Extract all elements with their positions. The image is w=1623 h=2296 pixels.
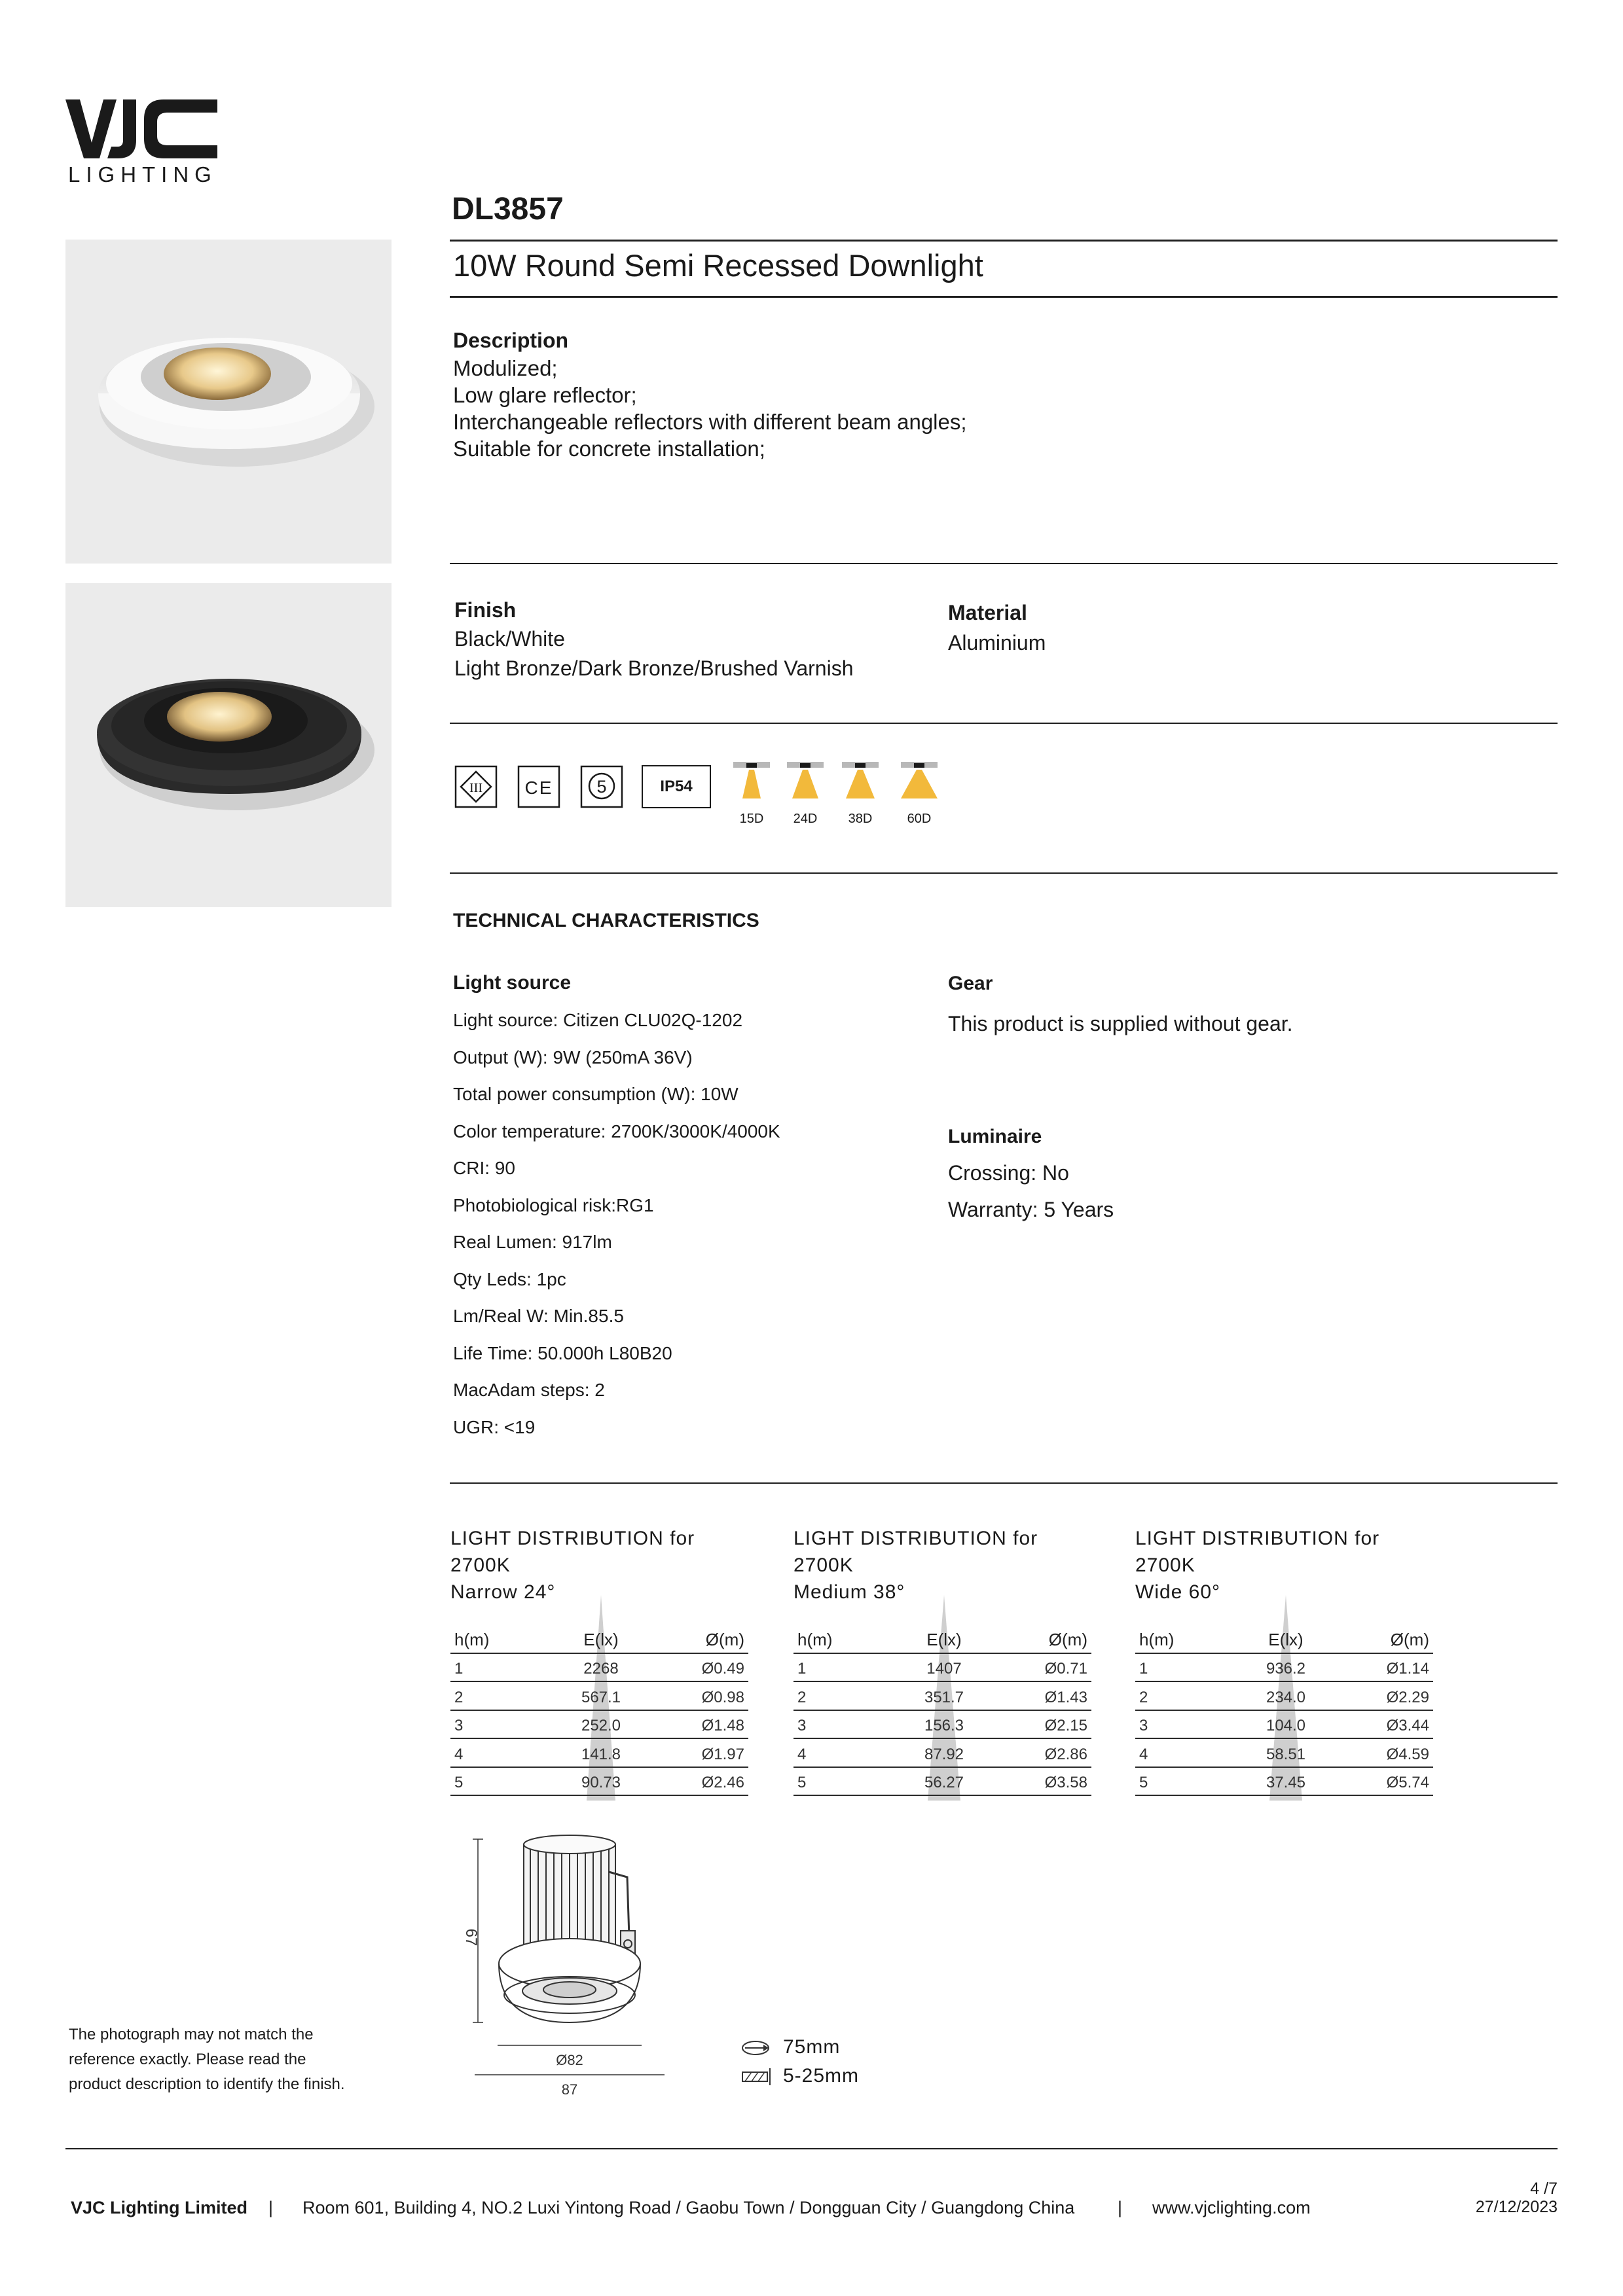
- table-row: [1135, 1711, 1433, 1740]
- header-cell: h(m): [1139, 1629, 1175, 1649]
- table-row: [450, 1654, 748, 1683]
- material-label: Material: [948, 601, 1027, 624]
- cell: 2268: [583, 1660, 619, 1677]
- footer-divider: [65, 2148, 1558, 2149]
- cell: Ø5.74: [1386, 1774, 1429, 1791]
- cell: Ø4.59: [1386, 1745, 1429, 1763]
- spec-item: CRI: 90: [453, 1158, 515, 1178]
- cell: Ø1.97: [701, 1745, 744, 1763]
- cell: 5: [454, 1774, 464, 1791]
- cell: 4: [454, 1745, 464, 1763]
- cell: 5: [797, 1774, 807, 1791]
- table-row: [1135, 1654, 1433, 1683]
- cell: 351.7: [924, 1688, 964, 1706]
- table-row: [793, 1739, 1091, 1768]
- footer-website-link[interactable]: www.vjclighting.com: [1152, 2198, 1311, 2217]
- description-line: Interchangeable reflectors with different beam angles;: [453, 410, 967, 434]
- divider: [450, 240, 1558, 242]
- spec-item: Qty Leds: 1pc: [453, 1268, 566, 1289]
- cutout-value: 75mm: [783, 2036, 841, 2058]
- cell: 1: [454, 1660, 464, 1677]
- cell: Ø2.86: [1044, 1745, 1087, 1763]
- logo-subtext: LIGHTING: [68, 162, 217, 187]
- header-cell: Ø(m): [705, 1629, 744, 1649]
- gear-text: This product is supplied without gear.: [948, 1012, 1293, 1035]
- description-label: Description: [453, 329, 569, 352]
- divider: [450, 1482, 1558, 1484]
- cell: 37.45: [1266, 1774, 1306, 1791]
- cell: 3: [454, 1717, 464, 1734]
- cell: 252.0: [581, 1717, 621, 1734]
- header-cell: Ø(m): [1390, 1629, 1429, 1649]
- divider: [450, 872, 1558, 874]
- table-header-row: [793, 1625, 1091, 1654]
- spec-item: Real Lumen: 917lm: [453, 1232, 612, 1252]
- table-header-row: [450, 1625, 748, 1654]
- cell: 58.51: [1266, 1745, 1306, 1763]
- table-row: [793, 1768, 1091, 1797]
- warranty-5-icon: [580, 765, 623, 808]
- table-row: [793, 1682, 1091, 1711]
- finish-list: [454, 626, 854, 682]
- ceiling-thickness-icon: [740, 2066, 774, 2088]
- ceiling-thickness-value: 5-25mm: [783, 2065, 860, 2087]
- header-cell: E(lx): [926, 1629, 962, 1649]
- cell: Ø2.15: [1044, 1717, 1087, 1734]
- ce-mark-icon: [517, 765, 560, 808]
- product-code: DL3857: [452, 192, 564, 226]
- cell: 3: [797, 1717, 807, 1734]
- material-value: Aluminium: [948, 631, 1046, 655]
- disclaimer-line: product description to identify the finish.: [69, 2075, 345, 2093]
- photo-disclaimer: [69, 2022, 345, 2097]
- product-subtitle: 10W Round Semi Recessed Downlight: [453, 248, 983, 283]
- beam-label: 15D: [739, 812, 764, 826]
- distribution-title: LIGHT DISTRIBUTION for 2700K: [450, 1528, 695, 1576]
- technical-title: TECHNICAL CHARACTERISTICS: [453, 910, 759, 931]
- luminaire-item: Warranty: 5 Years: [948, 1198, 1114, 1221]
- light-distribution-medium: [793, 1525, 1095, 1796]
- page-number: 4 /7: [1530, 2179, 1558, 2198]
- cell: Ø2.46: [701, 1774, 744, 1791]
- ce-mark-text: CE: [524, 778, 553, 798]
- beam-label: 60D: [907, 812, 932, 826]
- distribution-beam: Narrow 24°: [450, 1581, 556, 1603]
- luminaire-item: Crossing: No: [948, 1161, 1069, 1185]
- header-cell: h(m): [454, 1629, 490, 1649]
- light-distribution-narrow: [450, 1525, 752, 1796]
- header-cell: E(lx): [583, 1629, 619, 1649]
- table-row: [1135, 1768, 1433, 1797]
- divider: [450, 296, 1558, 298]
- spec-item: Lm/Real W: Min.85.5: [453, 1306, 624, 1326]
- spec-item: Life Time: 50.000h L80B20: [453, 1342, 672, 1363]
- light-source-label: Light source: [453, 972, 572, 994]
- spec-item: Total power consumption (W): 10W: [453, 1084, 739, 1104]
- disclaimer-line: The photograph may not match the: [69, 2026, 314, 2043]
- distribution-title: LIGHT DISTRIBUTION for 2700K: [793, 1528, 1038, 1576]
- cell: 4: [1139, 1745, 1148, 1763]
- table-row: [450, 1711, 748, 1740]
- cell: Ø0.98: [701, 1688, 744, 1706]
- gear-label: Gear: [948, 973, 993, 994]
- description-line: Suitable for concrete installation;: [453, 437, 765, 461]
- cell: Ø3.44: [1386, 1717, 1429, 1734]
- dimension-drawing: [452, 1826, 714, 2101]
- divider: [450, 563, 1558, 564]
- cell: 1: [1139, 1660, 1148, 1677]
- product-photo-white: [65, 240, 392, 564]
- beam-38d-icon: [841, 762, 880, 804]
- footer-company: VJC Lighting Limited: [71, 2198, 247, 2217]
- cell: 567.1: [581, 1688, 621, 1706]
- divider: [450, 723, 1558, 724]
- class-iii-icon: [454, 765, 498, 808]
- finish-line: Light Bronze/Dark Bronze/Brushed Varnish: [454, 656, 854, 680]
- spec-item: MacAdam steps: 2: [453, 1380, 605, 1400]
- footer-address: Room 601, Building 4, NO.2 Luxi Yintong Road / Gaobu Town / Dongguan City / Guangdong China: [302, 2198, 1075, 2217]
- cell: 87.92: [924, 1745, 964, 1763]
- beam-15d-icon: [732, 762, 771, 804]
- beam-label: 38D: [848, 812, 873, 826]
- spec-item: Output (W): 9W (250mA 36V): [453, 1047, 693, 1067]
- distribution-title: LIGHT DISTRIBUTION for 2700K: [1135, 1528, 1380, 1576]
- table-row: [1135, 1739, 1433, 1768]
- beam-24d-icon: [786, 762, 825, 804]
- cell: 2: [454, 1688, 464, 1706]
- spec-item: Light source: Citizen CLU02Q-1202: [453, 1010, 743, 1030]
- table-row: [450, 1768, 748, 1797]
- table-row: [450, 1682, 748, 1711]
- class-iii-mark: III: [469, 781, 483, 795]
- table-header-row: [1135, 1625, 1433, 1654]
- cell: Ø0.49: [701, 1660, 744, 1677]
- vjc-logo: [65, 99, 217, 158]
- distribution-beam: Wide 60°: [1135, 1581, 1221, 1603]
- light-distribution-wide: [1135, 1525, 1436, 1796]
- cell: Ø3.58: [1044, 1774, 1087, 1791]
- height-dimension: 67: [462, 1928, 480, 1946]
- cell: 90.73: [581, 1774, 621, 1791]
- cell: 56.27: [924, 1774, 964, 1791]
- distribution-beam: Medium 38°: [793, 1581, 905, 1603]
- cell: 1407: [926, 1660, 962, 1677]
- table-row: [1135, 1682, 1433, 1711]
- cell: 234.0: [1266, 1688, 1306, 1706]
- footer-separator: |: [1118, 2198, 1123, 2217]
- spec-item: Photobiological risk:RG1: [453, 1194, 654, 1215]
- description-list: [453, 355, 967, 462]
- cell: 2: [797, 1688, 807, 1706]
- footer-date: 27/12/2023: [1475, 2198, 1558, 2216]
- cell: 156.3: [924, 1717, 964, 1734]
- cell: 5: [1139, 1774, 1148, 1791]
- cell: Ø0.71: [1044, 1660, 1087, 1677]
- spec-item: Color temperature: 2700K/3000K/4000K: [453, 1121, 780, 1141]
- cell: 936.2: [1266, 1660, 1306, 1677]
- outer-diameter: 87: [561, 2081, 578, 2098]
- description-line: Modulized;: [453, 356, 558, 380]
- table-row: [793, 1654, 1091, 1683]
- cell: 141.8: [581, 1745, 621, 1763]
- table-row: [450, 1739, 748, 1768]
- finish-label: Finish: [454, 598, 517, 622]
- inner-diameter: Ø82: [556, 2052, 583, 2068]
- light-source-list: [453, 1002, 780, 1446]
- warranty-mark-text: 5: [596, 777, 607, 797]
- footer-separator: |: [268, 2198, 274, 2217]
- ip54-badge: IP54: [642, 765, 711, 808]
- cell: 104.0: [1266, 1717, 1306, 1734]
- luminaire-label: Luminaire: [948, 1126, 1042, 1147]
- cell: Ø1.48: [701, 1717, 744, 1734]
- beam-60d-icon: [900, 762, 939, 804]
- cell: Ø1.14: [1386, 1660, 1429, 1677]
- cell: 3: [1139, 1717, 1148, 1734]
- finish-line: Black/White: [454, 627, 565, 651]
- spec-item: UGR: <19: [453, 1416, 536, 1437]
- cell: 2: [1139, 1688, 1148, 1706]
- cell: 1: [797, 1660, 807, 1677]
- product-photo-black: [65, 583, 392, 907]
- cutout-icon: [740, 2037, 774, 2059]
- cell: Ø2.29: [1386, 1688, 1429, 1706]
- beam-label: 24D: [793, 812, 818, 826]
- disclaimer-line: reference exactly. Please read the: [69, 2051, 306, 2068]
- cell: 4: [797, 1745, 807, 1763]
- header-cell: Ø(m): [1048, 1629, 1087, 1649]
- description-line: Low glare reflector;: [453, 383, 637, 407]
- table-row: [793, 1711, 1091, 1740]
- header-cell: h(m): [797, 1629, 833, 1649]
- header-cell: E(lx): [1268, 1629, 1304, 1649]
- cell: Ø1.43: [1044, 1688, 1087, 1706]
